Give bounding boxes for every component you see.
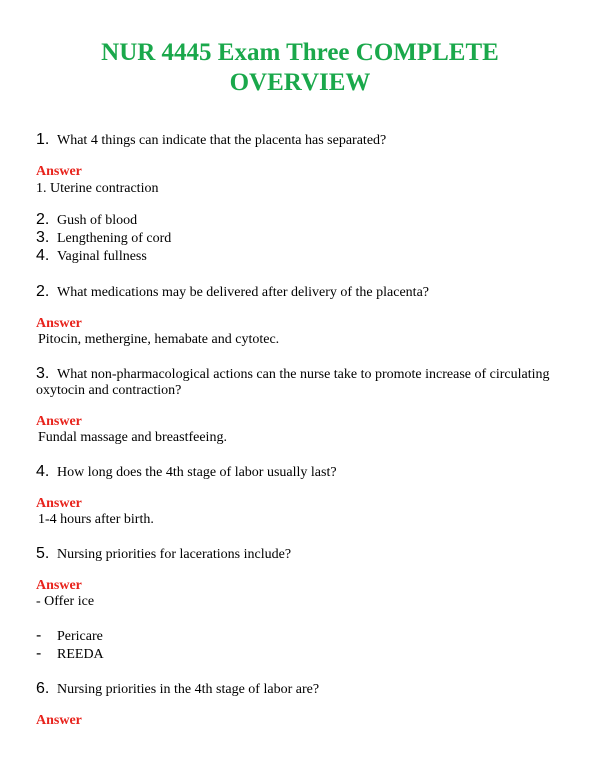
question-2 [36,283,429,302]
question-number: 5. [36,545,50,562]
answer-text: Fundal massage and breastfeeing. [38,430,227,445]
list-number: 3. [36,229,50,246]
answer-label: Answer [36,713,82,728]
list-bullet: - [36,627,42,644]
answer-label: Answer [36,316,82,331]
list-text: Gush of blood [57,213,138,228]
answer-text: - Offer ice [36,594,95,609]
question-number: 4. [36,463,50,480]
list-item [36,645,104,664]
list-text: Lengthening of cord [57,231,172,246]
question-number: 2. [36,283,50,300]
answer-label: Answer [36,164,82,179]
list-bullet: - [36,645,42,662]
question-1 [36,131,386,150]
list-item [36,627,103,646]
question-number: 1. [36,131,50,148]
page-title-line-1: NUR 4445 Exam Three COMPLETE [101,39,499,66]
question-text-continued: oxytocin and contraction? [36,383,182,398]
question-text: How long does the 4th stage of labor usually last? [57,465,337,480]
list-item [36,211,137,230]
question-6 [36,680,319,699]
question-text: Nursing priorities in the 4th stage of labor are? [57,682,320,697]
answer-text: 1-4 hours after birth. [38,512,154,527]
question-text: What 4 things can indicate that the placenta has separated? [57,133,387,148]
question-text: What non-pharmacological actions can the nurse take to promote increase of circulating [57,367,550,382]
question-text: Nursing priorities for lacerations include? [57,547,292,562]
list-text: Pericare [57,629,103,644]
answer-label: Answer [36,578,82,593]
question-number: 6. [36,680,50,697]
question-4 [36,463,337,482]
question-5 [36,545,291,564]
page-title-line-2: OVERVIEW [229,69,371,96]
answer-label: Answer [36,414,82,429]
list-item [36,229,171,248]
list-number: 2. [36,211,50,228]
answer-text: Pitocin, methergine, hemabate and cytotec. [38,332,280,347]
question-number: 3. [36,365,50,382]
list-text: Vaginal fullness [57,249,147,264]
list-item [36,247,147,266]
answer-text: 1. Uterine contraction [36,181,159,196]
question-text: What medications may be delivered after delivery of the placenta? [57,285,429,300]
list-text: REEDA [57,647,104,662]
answer-label: Answer [36,496,82,511]
list-number: 4. [36,247,50,264]
